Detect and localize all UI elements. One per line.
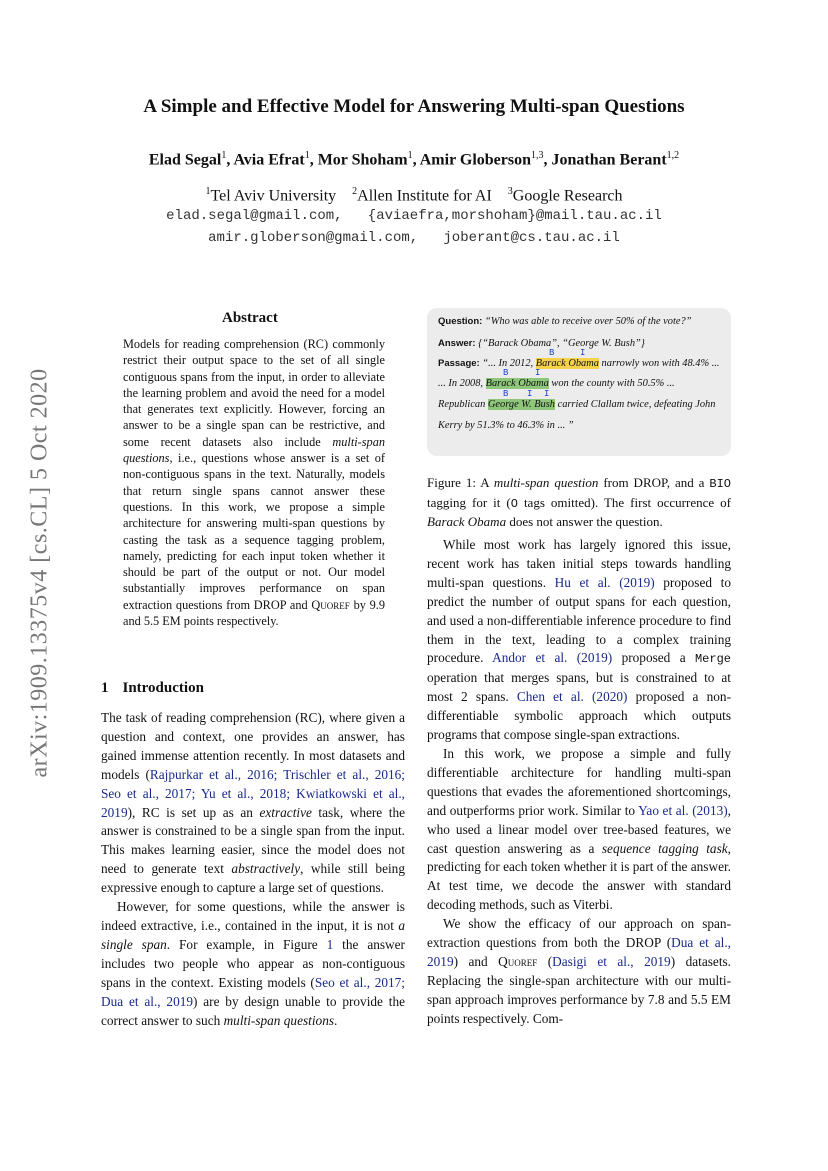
author: Jonathan Berant bbox=[551, 151, 667, 169]
author-affil-sup: 1 bbox=[221, 150, 227, 161]
abstract-heading: Abstract bbox=[222, 310, 278, 326]
affiliation: Tel Aviv University bbox=[210, 187, 337, 205]
paragraph: We show the efficacy of our approach on span-extraction questions from both the DROP (Dua et al., 2019) and Quoref (Dasigi et al., 2019) datasets. Replacing the single-span architecture with our multi-span approach improves performance by 7.8 and 5.5 EM points respectively. Com- bbox=[427, 916, 732, 1026]
paper-title: A Simple and Effective Model for Answering Multi-span Questions bbox=[143, 96, 685, 117]
citation-link[interactable]: Rajpurkar et al., 2016; Trischler et al., 2016; Seo et al., 2017; Yu et al., 2018; Kwiatkowski et al., 2019 bbox=[101, 766, 406, 820]
citation-link[interactable]: Chen et al. (2020) bbox=[516, 689, 628, 705]
figure-1-caption: Figure 1: A multi-span question from DROP, and a BIO tagging for it (O tags omitted). The first occurrence of Barack Obama does not answer the question. bbox=[427, 475, 731, 529]
author: Elad Segal bbox=[148, 151, 222, 169]
figure-ref-link[interactable]: 1 bbox=[326, 936, 334, 952]
figure-passage-line: Kerry by 51.3% to 46.3% in ... ” bbox=[438, 420, 574, 431]
citation-link[interactable]: Yao et al. (2013) bbox=[638, 802, 728, 818]
author: Amir Globerson bbox=[419, 151, 532, 169]
abstract-text: by 9.9 and 5.5 EM points respectively. bbox=[123, 597, 385, 629]
email-line: elad.segal@gmail.com, {aviaefra,morshoham}@mail.tau.ac.il bbox=[166, 208, 662, 224]
abstract-text: , i.e., questions whose answer is a set of non-contiguous spans in the text. Naturally, models that return single spans cannot answer these questions. In this work, we propose a simple architecture for answering multi-span questions by casting the task as a sequence tagging problem, namely, predicting for each input token whether it should be part of the output or not. Our model substantially improves performance on span extraction questions from DROP and bbox=[123, 451, 385, 612]
paragraph: The task of reading comprehension (RC), where given a question and context, one provides an answer, has gained immense attention recently. In most datasets and models (Rajpurkar et al., 2016; Trischler et al., 2016; Seo et al., 2017; Yu et al., 2018; Kwiatkowski et al., 2019), RC is set up as an extractive task, where the answer is constrained to be a single span from the input. This makes learning easier, since the model does not need to generate text abstractively, while still being expressive enough to capture a large set of questions. bbox=[101, 710, 406, 896]
citation-link[interactable]: Andor et al. (2019) bbox=[492, 650, 613, 666]
paragraph: While most work has largely ignored this issue, recent work has taken initial steps towards handling multi-span questions. Hu et al. (2019) proposed to predict the number of output spans for each question, and used a non-differentiable inference procedure to find them in the text, leading to a complex training procedure. Andor et al. (2019) proposed a Merge operation that merges spans, but is constrained to at most 2 spans. Chen et al. (2020) proposed a non-differentiable symbolic approach which outputs programs that compose single-span extractions. bbox=[427, 537, 732, 743]
figure-1-box bbox=[427, 308, 731, 456]
highlight-span: George W. Bush bbox=[487, 399, 555, 410]
author-affil-sup: 1 bbox=[304, 150, 310, 161]
figure-answer: Answer: {“Barack Obama”, “George W. Bush”} bbox=[438, 338, 645, 349]
section-heading bbox=[101, 680, 204, 697]
abstract-emphasis: multi-span questions bbox=[123, 434, 385, 466]
quoref-name: Quoref bbox=[311, 597, 350, 612]
section-number: 1 bbox=[101, 680, 109, 696]
figure-passage-line: Republican George W. Bush carried Clallam twice, defeating John bbox=[438, 399, 716, 410]
abstract-body bbox=[123, 336, 385, 629]
paragraph: However, for some questions, while the answer is indeed extractive, i.e., contained in the input, it is not a single span. For example, in Figure 1 the answer includes two people who appear as non-contiguous spans in the context. Existing models (Seo et al., 2017; Dua et al., 2019) are by design unable to provide the correct answer to such multi-span questions. bbox=[101, 899, 405, 1028]
affil-sup: 3 bbox=[507, 186, 513, 197]
figure-question: Question: “Who was able to receive over 50% of the vote?” bbox=[438, 316, 692, 327]
bio-tag: B bbox=[503, 389, 509, 399]
bio-tag: I bbox=[527, 389, 533, 399]
arxiv-sidebar-stamp: arXiv:1909.13375v4 [cs.CL] 5 Oct 2020 bbox=[26, 368, 53, 778]
bio-tag: I bbox=[580, 348, 586, 358]
affiliations bbox=[0, 186, 828, 205]
affil-sup: 2 bbox=[352, 186, 358, 197]
highlight-span: Barack Obama bbox=[485, 378, 549, 389]
paragraph: In this work, we propose a simple and fully differentiable architecture for handling multi-span questions that evades the aforementioned shortcomings, and outperforms prior work. Similar to Yao et al. (2013), who used a linear model over tree-based features, we cast question answering as a sequence tagging task, predicting for each token whether it is part of the answer. At test time, we decode the answer with standard decoding methods, such as Viterbi. bbox=[427, 745, 731, 913]
author-affil-sup: 1 bbox=[407, 150, 413, 161]
bio-tag: B bbox=[503, 368, 509, 378]
figure-passage-line: ... In 2008, Barack Obama won the county with 50.5% ... bbox=[438, 378, 675, 389]
citation-link[interactable]: Seo et al., 2017; Dua et al., 2019 bbox=[101, 974, 405, 1009]
affiliation: Google Research bbox=[512, 187, 623, 205]
left-column-text bbox=[101, 709, 405, 1030]
citation-link[interactable]: Dua et al., 2019 bbox=[427, 935, 731, 969]
right-column-text bbox=[427, 536, 731, 1029]
author: Avia Efrat bbox=[233, 151, 305, 169]
author-affil-sup: 1,3 bbox=[531, 150, 544, 161]
citation-link[interactable]: Dasigi et al., 2019 bbox=[552, 953, 671, 969]
citation-link[interactable]: Hu et al. (2019) bbox=[554, 574, 655, 590]
bio-tag: I bbox=[535, 368, 541, 378]
affil-sup: 1 bbox=[205, 186, 211, 197]
author: Mor Shoham bbox=[317, 151, 408, 169]
bio-tag: I bbox=[544, 389, 550, 399]
author-list: Elad Segal$^1$, Avia Efrat$^1$, Mor Shoham$^1$, Amir Globerson$^{1,3}$, Jonathan Berant$^{1,2}$ bbox=[148, 150, 680, 169]
author-affil-sup: 1,2 bbox=[666, 150, 680, 161]
bio-tag: B bbox=[549, 348, 555, 358]
highlight-span: Barack Obama bbox=[535, 358, 599, 369]
email-line: amir.globerson@gmail.com, joberant@cs.tau.ac.il bbox=[208, 230, 620, 246]
abstract-text: Models for reading comprehension (RC) commonly restrict their output space to the set of all single contiguous spans from the input, in order to alleviate the learning problem and avoid the need for a model that generates text explicitly. However, forcing an answer to be a single span can be restrictive, and some recent datasets also include bbox=[123, 337, 385, 449]
section-title: Introduction bbox=[122, 680, 204, 696]
figure-passage-line: Passage: “... In 2012, Barack Obama narrowly won with 48.4% ... bbox=[438, 358, 720, 369]
affiliation: Allen Institute for AI bbox=[357, 187, 492, 205]
